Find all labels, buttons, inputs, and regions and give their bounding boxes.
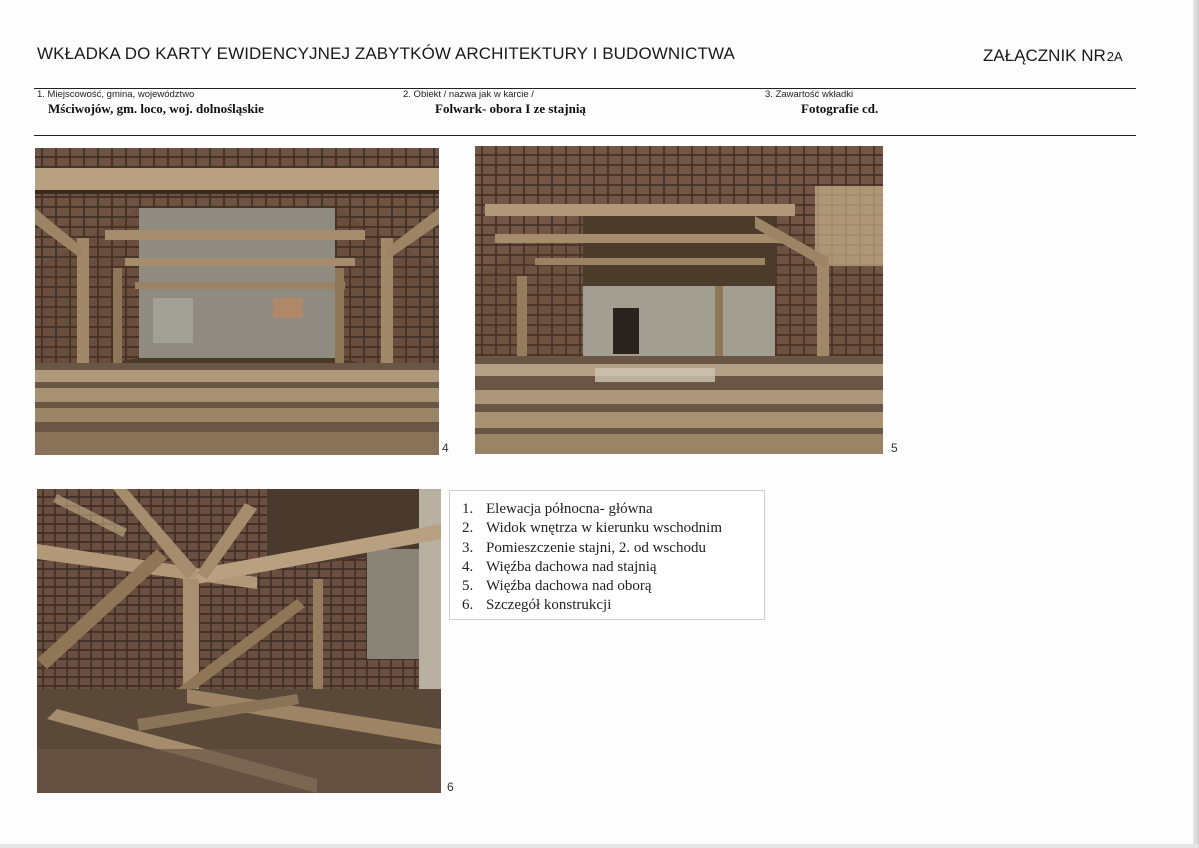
caption-text: Szczegół konstrukcji bbox=[486, 597, 612, 614]
caption-number: 5. bbox=[462, 578, 474, 595]
caption-item bbox=[462, 597, 764, 616]
annex-number: 2A bbox=[1106, 49, 1123, 64]
caption-item bbox=[462, 578, 764, 597]
field-label-object: 2. Obiekt / nazwa jak w karcie / bbox=[403, 89, 534, 100]
caption-text: Pomieszczenie stajni, 2. od wschodu bbox=[486, 539, 706, 556]
photo-5 bbox=[475, 146, 883, 454]
photo-5-number: 5 bbox=[891, 441, 898, 455]
photo-caption-list bbox=[449, 490, 765, 620]
caption-number: 6. bbox=[462, 597, 474, 614]
caption-item bbox=[462, 501, 764, 520]
field-value-location: Mściwojów, gm. loco, woj. dolnośląskie bbox=[48, 101, 264, 116]
photo-6-number: 6 bbox=[447, 780, 454, 794]
field-label-contents: 3. Zawartość wkładki bbox=[765, 89, 854, 100]
caption-number: 1. bbox=[462, 501, 474, 517]
photo-6-image bbox=[37, 489, 441, 793]
caption-item bbox=[462, 540, 764, 559]
annex-label bbox=[983, 46, 1123, 66]
caption-text: Więźba dachowa nad oborą bbox=[486, 578, 652, 595]
scan-edge-bottom bbox=[0, 844, 1199, 848]
caption-number: 2. bbox=[462, 520, 474, 537]
caption-text: Widok wnętrza w kierunku wschodnim bbox=[486, 520, 723, 537]
photo-4-image bbox=[35, 148, 439, 455]
photo-6 bbox=[37, 489, 441, 793]
caption-item bbox=[462, 520, 764, 539]
annex-label-text: ZAŁĄCZNIK NR bbox=[983, 46, 1106, 65]
caption-text: Elewacja północna- główna bbox=[486, 501, 653, 517]
scan-edge-right bbox=[1193, 0, 1199, 848]
caption-number: 3. bbox=[462, 539, 474, 556]
photo-5-image bbox=[475, 146, 883, 454]
photo-4 bbox=[35, 148, 439, 455]
header-rule bbox=[34, 88, 1136, 89]
caption-number: 4. bbox=[462, 558, 474, 575]
photo-4-number: 4 bbox=[442, 441, 449, 455]
fields-rule bbox=[34, 135, 1136, 136]
caption-item bbox=[462, 559, 764, 578]
field-value-object: Folwark- obora I ze stajnią bbox=[435, 101, 586, 116]
document-title: WKŁADKA DO KARTY EWIDENCYJNEJ ZABYTKÓW ARCHITEKTURY I BUDOWNICTWA bbox=[37, 44, 735, 63]
field-label-location: 1. Miejscowość, gmina, województwo bbox=[37, 89, 195, 100]
caption-items bbox=[462, 501, 764, 617]
caption-text: Więźba dachowa nad stajnią bbox=[486, 558, 657, 575]
field-value-contents: Fotografie cd. bbox=[801, 101, 879, 116]
